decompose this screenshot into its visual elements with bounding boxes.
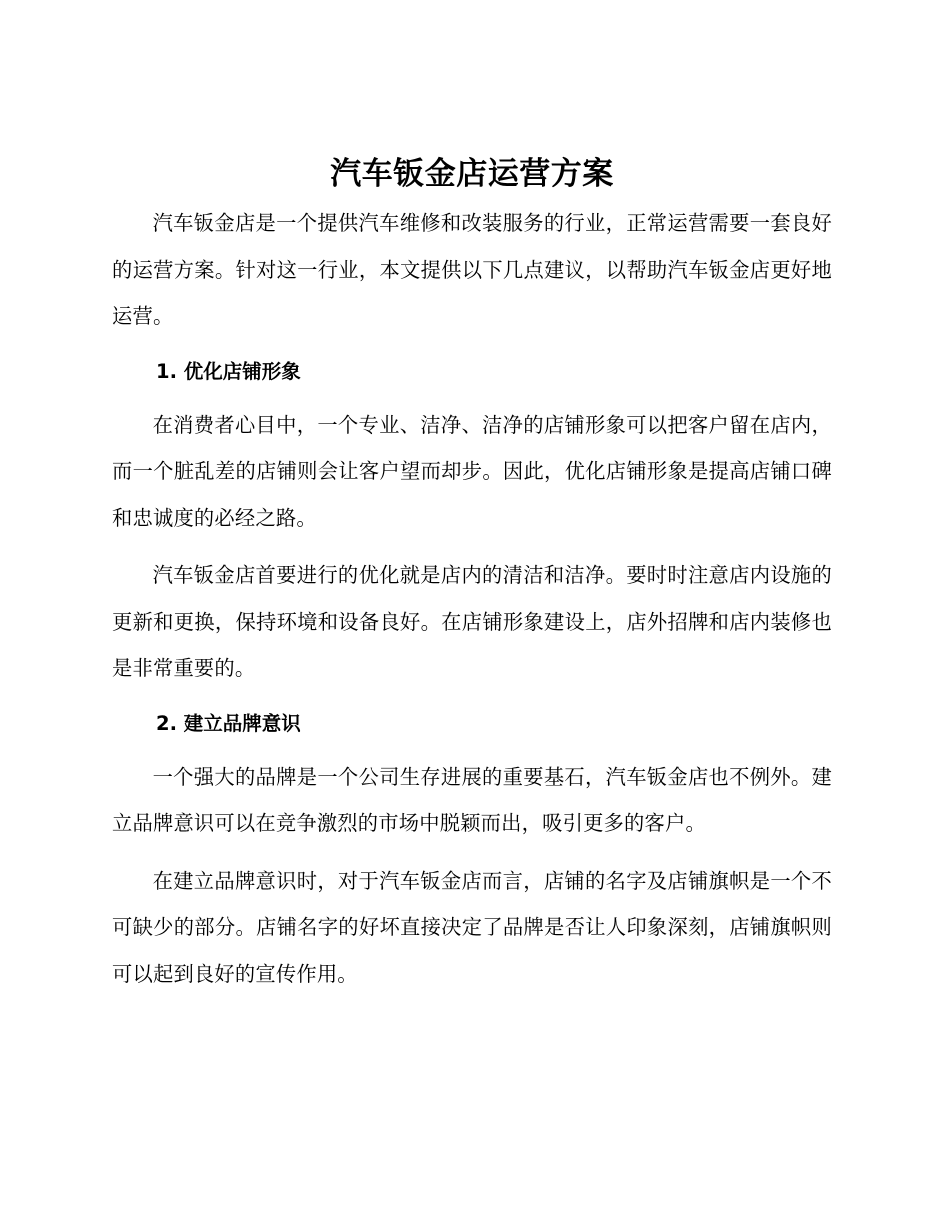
section-heading-2: 2. 建立品牌意识 <box>156 711 301 735</box>
section-2-paragraph-1: 一个强大的品牌是一个公司生存进展的重要基石，汽车钣金店也不例外。建立品牌意识可以在竞争激烈的市场中脱颖而出，吸引更多的客户。 <box>112 764 832 835</box>
section-1-paragraph-2: 汽车钣金店首要进行的优化就是店内的清洁和洁净。要时时注意店内设施的更新和更换，保持环境和设备良好。在店铺形象建设上，店外招牌和店内装修也是非常重要的。 <box>112 563 832 680</box>
intro-paragraph: 汽车钣金店是一个提供汽车维修和改装服务的行业，正常运营需要一套良好的运营方案。针对这一行业，本文提供以下几点建议，以帮助汽车钣金店更好地运营。 <box>112 211 832 328</box>
section-1-paragraph-1: 在消费者心目中，一个专业、洁净、洁净的店铺形象可以把客户留在店内，而一个脏乱差的店铺则会让客户望而却步。因此，优化店铺形象是提高店铺口碑和忠诚度的必经之路。 <box>112 412 832 530</box>
section-heading-1: 1. 优化店铺形象 <box>156 359 301 383</box>
document-page <box>112 150 832 997</box>
section-2-paragraph-2: 在建立品牌意识时，对于汽车钣金店而言，店铺的名字及店铺旗帜是一个不可缺少的部分。店铺名字的好坏直接决定了品牌是否让人印象深刻，店铺旗帜则可以起到良好的宣传作用。 <box>112 868 832 986</box>
document-title: 汽车钣金店运营方案 <box>330 156 614 192</box>
